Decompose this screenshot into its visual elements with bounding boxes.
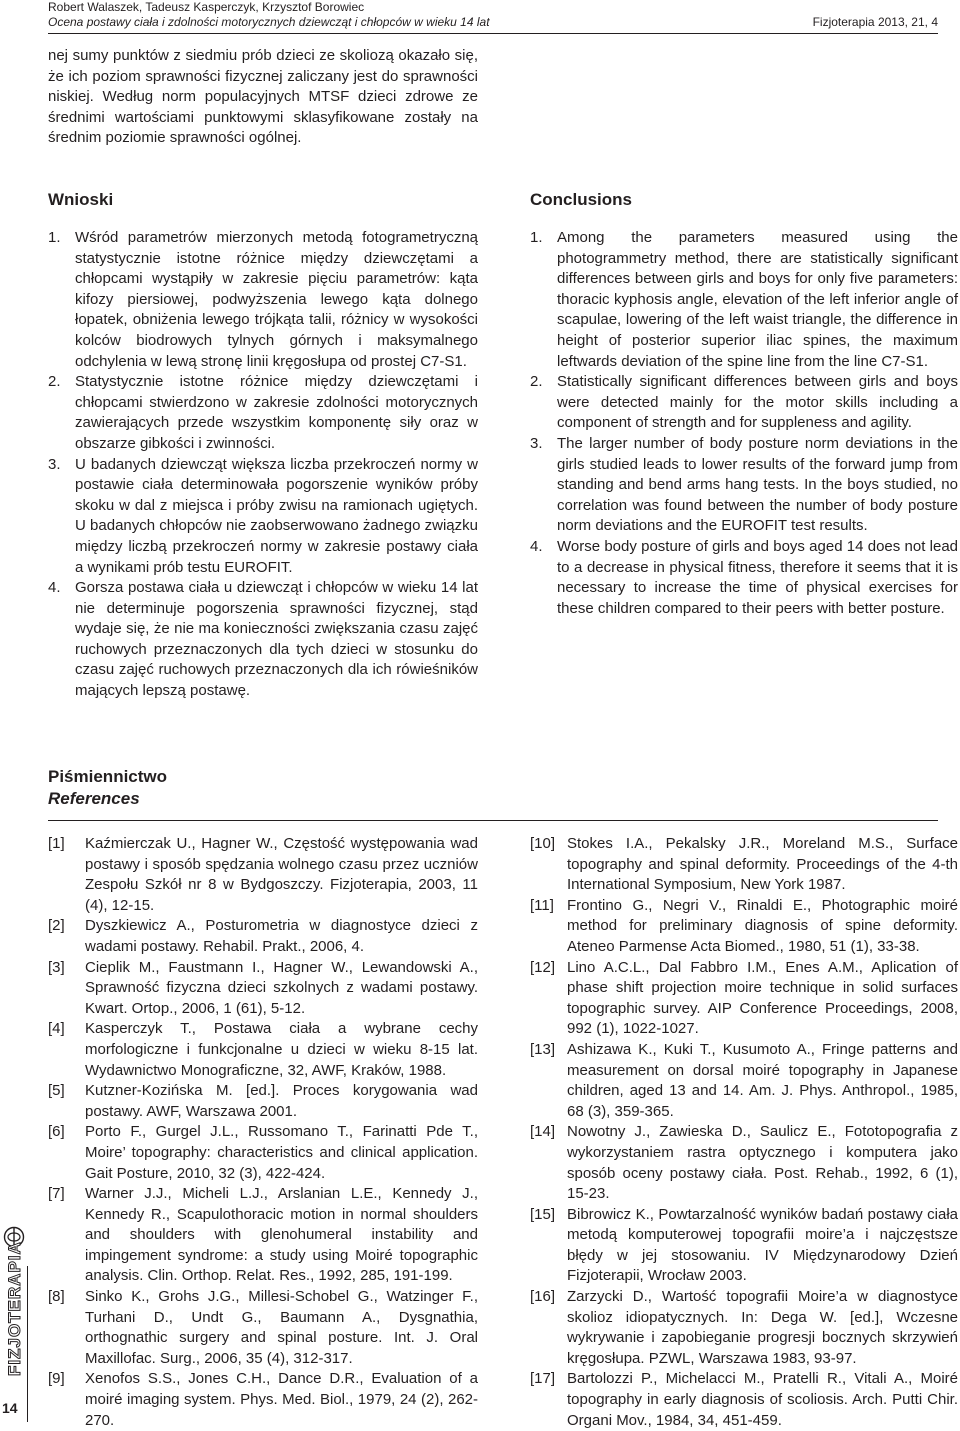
- reference-text: Porto F., Gurgel J.L., Russomano T., Farinatti Pde T., Moire’ topography: characteristics and clinical application. Gait Posture, 2010, 32 (3), 422-424.: [85, 1123, 478, 1182]
- item-number: 3.: [530, 434, 543, 452]
- reference-number: [4]: [48, 1020, 65, 1038]
- reference-item: [530, 1287, 958, 1369]
- header-journal: Fizjoterapia 2013, 21, 4: [812, 15, 938, 29]
- reference-number: [15]: [530, 1205, 556, 1223]
- reference-number: [14]: [530, 1123, 556, 1141]
- running-header: [48, 0, 938, 34]
- reference-text: Warner J.J., Micheli L.J., Arslanian L.E., Kennedy J., Kennedy R., Scapulothoracic motion in normal shoulders and shoulders with glenohumeral instability and impingement syndrome: a study using Moiré topographic analysis. Clin. Orthop. Relat. Res., 1992, 285, 191-199.: [85, 1185, 478, 1285]
- reference-text: Xenofos S.S., Jones C.H., Dance D.R., Evaluation of a moiré imaging system. Phys. Med. Biol., 1979, 24 (2), 262-270.: [85, 1370, 478, 1429]
- reference-number: [16]: [530, 1288, 556, 1306]
- intro-paragraph: nej sumy punktów z siedmiu prób dzieci ze skoliozą okazało się, że ich poziom sprawności fizycznej zaliczany jest do sprawności niskiej. Według norm populacyjnych MTSF dzieci zdrowe ze średnimi wartościami punktowymi sklasyfikowane zostały na średnim poziomie sprawności ogólnej.: [48, 47, 478, 147]
- reference-number: [17]: [530, 1370, 556, 1388]
- reference-item: [530, 1040, 958, 1122]
- reference-text: Kutzner-Kozińska M. [ed.]. Proces korygowania wad postawy. AWF, Warszawa 2001.: [85, 1082, 478, 1120]
- wnioski-heading: Wnioski: [48, 190, 114, 209]
- reference-item: [530, 896, 958, 958]
- item-text: Among the parameters measured using the photogrammetry method, there are statistically significant differences between girls and boys for only five parameters: thoracic kyphosis angle, elevation of the left inferior angle of scapulae, lowering of the left waist triangle, the difference in height of posterior superior iliac spines, the maximum leftwards deviation of the spine line from the line C7-S1.: [557, 229, 958, 370]
- item-number: 4.: [530, 537, 543, 555]
- reference-item: [530, 834, 958, 896]
- reference-text: Bartolozzi P., Michelacci M., Pratelli R., Vitali A., Moiré topography in early diagnosis of scoliosis. Arch. Putti Chir. Organi Mov., 1984, 34, 451-459.: [567, 1370, 958, 1429]
- item-text: Wśród parametrów mierzonych metodą fotogrametryczną statystycznie istotne różnice między dziewczętami a chłopcami wystąpiły w zakresie pięciu parametrów: kąta kifozy piersiowej, podwyższenia lewego kąta dolnego łopatek, obniżenia lewego trójkąta talii, różnicy w wysokości kolców biodrowych tylnych górnych i maksymalnego odchylenia w lewą stronę linii kręgosłupa od prostej C7-S1.: [75, 229, 478, 370]
- item-number: 2.: [48, 373, 61, 391]
- item-text: Worse body posture of girls and boys aged 14 does not lead to a decrease in physical fitness, therefore it seems that it is necessary to increase the time of physical exercises for these children compared to their peers with better posture.: [557, 537, 958, 617]
- reference-text: Sinko K., Grohs J.G., Millesi-Schobel G., Watzinger F., Turhani D., Undt G., Baumann A., Dysgnathia, orthognathic surgery and spinal posture. Int. J. Oral Maxillofac. Surg., 2006, 35 (4), 312-317.: [85, 1288, 478, 1367]
- references-heading-pl: Piśmiennictwo: [48, 767, 168, 786]
- item-text: U badanych dziewcząt większa liczba przekroczeń normy w postawie ciała determinowała pogorszenie wyników próby skoku w dal z miejsca i próby zwisu na ramionach ugiętych. U badanych chłopców nie zaobserwowano żadnego związku między liczbą przekroczeń normy w zakresie postawy ciała a wynikami prób testu EUROFIT.: [75, 455, 478, 576]
- reference-text: Lino A.C.L., Dal Fabbro I.M., Enes A.M., Aplication of phase shift projection moire technique in solid surfaces topographic survey. AIP Conference Proceedings, 2008, 992 (1), 1022-1027.: [567, 958, 958, 1038]
- conclusions-heading: Conclusions: [530, 190, 633, 209]
- references-heading-en: References: [48, 789, 140, 808]
- reference-text: Stokes I.A., Pekalsky J.R., Moreland M.S., Surface topography and spinal deformity. Proceedings of the 4-th International Symposium, New York 1987.: [567, 835, 958, 894]
- conclusions-item: [530, 537, 958, 619]
- item-text: The larger number of body posture norm deviations in the girls studied leads to lower results of the forward jump from standing and bend arms hang tests. In the boys studied, no correlation was found between the number of body posture norm deviations and the EUROFIT test results.: [557, 434, 958, 535]
- reference-text: Frontino G., Negri V., Rinaldi E., Photographic moiré method for preliminary diagnosis of spine deformity. Ateneo Parmense Acta Biomed., 1980, 51 (1), 33-38.: [567, 896, 958, 955]
- references-list-left: [48, 834, 478, 1431]
- reference-number: [9]: [48, 1370, 65, 1388]
- item-number: 1.: [48, 229, 61, 246]
- item-number: 4.: [48, 579, 61, 597]
- reference-text: Kasperczyk T., Postawa ciała a wybrane cechy morfologiczne i funkcjonalne u dzieci w wieku 8-15 lat. Wydawnictwo Monograficzne, 32, AWF, Kraków, 1988.: [85, 1020, 478, 1079]
- reference-number: [10]: [530, 835, 556, 852]
- item-text: Statystycznie istotne różnice między dziewczętami i chłopcami stwierdzono w zakresie zdolności motorycznych zawierających przede wszystkim komponentę siły oraz w obszarze gibkości i zwinności.: [75, 373, 478, 452]
- reference-text: Zarzycki D., Wartość topografii Moire’a w diagnostyce skolioz idiopatycznych. In: Dega W. [ed.], Wczesne wykrywanie i zapobieganie progresji bocznych skrzywień kręgosłupa. PZWL, Warszawa 1983, 93-97.: [567, 1288, 958, 1367]
- reference-number: [1]: [48, 835, 65, 852]
- header-divider: [48, 33, 938, 34]
- item-number: 1.: [530, 229, 543, 246]
- item-number: 2.: [530, 373, 543, 391]
- references-list-right: [530, 834, 958, 1431]
- reference-text: Dyszkiewicz A., Posturometria w diagnostyce dzieci z wadami postawy. Rehabil. Prakt., 2006, 4.: [85, 917, 478, 955]
- item-text: Statistically significant differences between girls and boys were detected mainly for the motor skills including a component of strength and for suppleness and agility.: [557, 373, 958, 432]
- reference-number: [8]: [48, 1288, 65, 1306]
- reference-text: Nowotny J., Zawieska D., Saulicz E., Fototopografia z wykorzystaniem rastra optycznego i komputera jako sposób oceny postawy ciała. Post. Rehab., 1992, 6 (1), 15-23.: [567, 1123, 958, 1203]
- sidebar-journal-name: FIZJOTERAPIA: [5, 1241, 24, 1376]
- reference-number: [5]: [48, 1082, 65, 1100]
- reference-item: [530, 1122, 958, 1204]
- header-article-title: Ocena postawy ciała i zdolności motorycznych dziewcząt i chłopców w wieku 14 lat: [48, 15, 490, 29]
- reference-item: [530, 1205, 958, 1287]
- reference-item: [48, 1184, 478, 1287]
- reference-item: [48, 1081, 478, 1122]
- conclusions-list: [530, 228, 958, 619]
- reference-number: [2]: [48, 917, 65, 935]
- reference-text: Ashizawa K., Kuki T., Kusumoto A., Fringe patterns and measurement on dorsal moiré topography in Japanese children, aged 13 and 14. Am. J. Phys. Anthropol., 1985, 68 (3), 359-365.: [567, 1040, 958, 1120]
- reference-item: [48, 958, 478, 1020]
- sidebar-divider: [27, 1266, 28, 1422]
- wnioski-item: [48, 455, 478, 579]
- reference-number: [3]: [48, 958, 65, 976]
- conclusions-item: [530, 372, 958, 434]
- journal-sidebar: [0, 1226, 28, 1422]
- reference-item: [48, 1287, 478, 1369]
- reference-item: [48, 1122, 478, 1184]
- wnioski-list: [48, 228, 478, 702]
- references-divider: [48, 820, 938, 821]
- wnioski-item: [48, 372, 478, 454]
- item-text: Gorsza postawa ciała u dziewcząt i chłopców w wieku 14 lat nie determinuje pogorszenia sprawności fizycznej, stąd wydaje się, że nie ma konieczności zwiększania czasu zajęć ruchowych przeznaczonych dla tych dzieci w stosunku do czasu zajęć ruchowych przeznaczonych dla ich rówieśników mających lepszą postawę.: [75, 579, 478, 700]
- reference-item: [48, 1019, 478, 1081]
- item-number: 3.: [48, 455, 61, 473]
- reference-item: [48, 834, 478, 916]
- wnioski-item: [48, 578, 478, 702]
- page-number: 14: [2, 1400, 18, 1416]
- reference-text: Cieplik M., Faustmann I., Hagner W., Lewandowski A., Sprawność fizyczna dzieci szkolnych z wadami postawy. Kwart. Ortop., 2006, 1 (61), 5-12.: [85, 958, 478, 1017]
- reference-text: Kaźmierczak U., Hagner W., Częstość występowania wad postawy i sposób spędzania wolnego czasu przez uczniów Zespołu Szkół nr 8 w Bydgoszczy. Fizjoterapia, 2003, 11 (4), 12-15.: [85, 835, 478, 914]
- header-authors: Robert Walaszek, Tadeusz Kasperczyk, Krzysztof Borowiec: [48, 0, 365, 14]
- reference-item: [48, 916, 478, 957]
- reference-number: [12]: [530, 958, 556, 976]
- conclusions-item: [530, 434, 958, 537]
- conclusions-item: [530, 228, 958, 372]
- reference-number: [13]: [530, 1040, 556, 1058]
- wnioski-item: [48, 228, 478, 372]
- reference-number: [11]: [530, 896, 554, 914]
- reference-item: [530, 958, 958, 1040]
- reference-text: Bibrowicz K., Powtarzalność wyników badań postawy ciała metodą komputerowej topografii moire’a i najczęstsze błędy w jej stosowaniu. IV Międzynarodowy Dzień Fizjoterapii, Wrocław 2003.: [567, 1205, 958, 1285]
- reference-number: [7]: [48, 1185, 65, 1203]
- reference-number: [6]: [48, 1123, 65, 1141]
